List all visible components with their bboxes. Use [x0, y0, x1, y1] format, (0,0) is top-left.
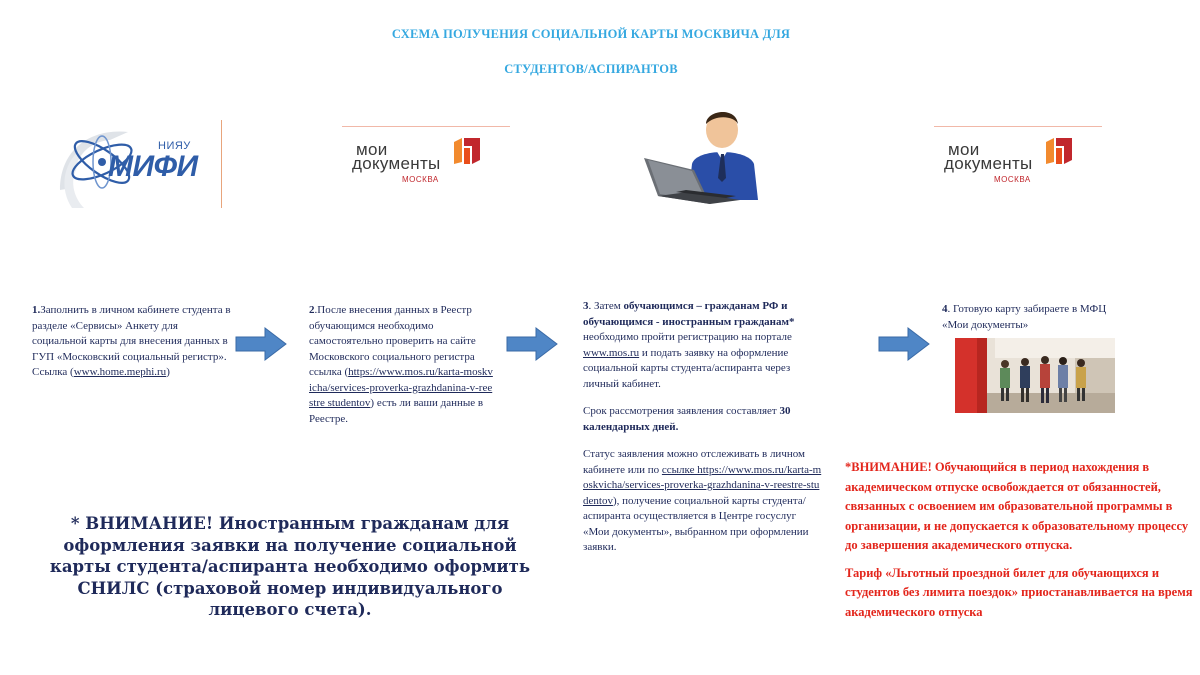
step-3-status-text: Статус заявления можно отслеживать в личном кабинете или по — [583, 448, 805, 476]
logo-divider — [221, 120, 222, 208]
logo-top-rule — [342, 126, 510, 127]
step-3-term-text: Срок рассмотрения заявления составляет — [583, 405, 780, 417]
step-3-intro: . Затем — [588, 300, 624, 312]
step-4 — [942, 302, 1112, 333]
step-3-paragraph-1 — [583, 299, 823, 392]
step-3-mosru-link[interactable]: www.mos.ru — [583, 346, 640, 359]
warning-foreign-citizens: * ВНИМАНИЕ! Иностранным гражданам для оформления заявки на получение социальной карты студента/аспиранта необходимо оформить СНИЛС (страховой номер индивидуального лицевого счета). — [49, 514, 531, 619]
step-1 — [32, 303, 232, 381]
moi-logo-city: МОСКВА — [994, 175, 1031, 184]
moi-dokumenty-mark-icon — [450, 134, 484, 168]
moi-logo-word-1: мои — [948, 140, 980, 159]
arrow-right-icon-1 — [235, 326, 287, 362]
moi-logo-city: МОСКВА — [402, 175, 439, 184]
warning-academic-leave-p1: *ВНИМАНИЕ! Обучающийся в период нахождения в академическом отпуске освобождается от обязанностей, связанных с освоением им образовательной программы в организации, и не допускается к образовательному процессу до завершения академического отпуска. — [845, 460, 1189, 552]
students-walking-image — [955, 338, 1115, 413]
step-2-link[interactable]: https://www.mos.ru/karta-moskvicha/services-proverka-grazhdanina-v-reestre studentov — [309, 366, 493, 409]
step-3-paragraph-2 — [583, 404, 823, 435]
person-with-laptop-illustration — [636, 104, 762, 214]
moi-dokumenty-logo-1 — [338, 126, 518, 198]
step-3-status-tail: ), получение социальной карты студента/аспиранта осуществляется в Центре госуслуг «Мои документы», выбранном при оформлении заявки. — [583, 494, 809, 553]
arrow-right-icon-3 — [878, 326, 930, 362]
mephi-logo-big-text: МИФИ — [108, 150, 198, 183]
logo-top-rule — [934, 126, 1102, 127]
step-1-number: 1. — [32, 304, 41, 316]
arrow-right-icon-2 — [506, 326, 558, 362]
step-3-status-link[interactable]: ссылке https://www.mos.ru/karta-moskvicha/services-proverka-grazhdanina-v-reestre-studentov — [583, 463, 822, 507]
step-4-text: . Готовую карту забираете в МФЦ «Мои документы» — [942, 303, 1107, 331]
step-2-text: .После внесения данных в Реестр обучающимся необходимо самостоятельно проверить на сайте Московского социального регистра ссылка ( — [309, 304, 476, 378]
mephi-logo-small-text: НИЯУ — [158, 140, 191, 152]
warning-academic-leave — [845, 458, 1195, 630]
step-1-tail: ) — [166, 366, 170, 378]
step-3-term-bold: 30 календарных дней. — [583, 405, 791, 433]
step-1-text: Заполнить в личном кабинете студента в разделе «Сервисы» Анкету для социальной карты для внесения данных в ГУП «Московский социальный регистр». Ссылка ( — [32, 304, 231, 378]
page-title-line-1: СХЕМА ПОЛУЧЕНИЯ СОЦИАЛЬНОЙ КАРТЫ МОСКВИЧА ДЛЯ — [391, 27, 791, 41]
step-4-number: 4 — [942, 303, 948, 315]
step-3-paragraph-3 — [583, 447, 823, 556]
step-2-tail: ) есть ли ваши данные в Реестре. — [309, 397, 484, 425]
warning-academic-leave-p2: Тариф «Льготный проездной билет для обучающихся и студентов без лимита поездок» приостанавливается на время академического отпуска — [845, 565, 1193, 619]
moi-dokumenty-mark-icon — [1042, 134, 1076, 168]
moi-logo-word-2: документы — [944, 154, 1033, 173]
step-2 — [309, 303, 494, 427]
students-photo — [955, 338, 1115, 413]
step-2-number: 2 — [309, 304, 315, 316]
mephi-logo — [50, 120, 228, 210]
person-laptop-icon — [636, 104, 762, 214]
step-3 — [583, 299, 823, 568]
page-title-line-2: СТУДЕНТОВ/АСПИРАНТОВ — [504, 62, 678, 76]
moi-dokumenty-logo-2 — [930, 126, 1110, 198]
step-3-number: 3 — [583, 300, 589, 312]
step-3-text-a: необходимо пройти регистрацию на портале — [583, 331, 792, 343]
step-3-bold: обучающимся – гражданам РФ и обучающимся - иностранным гражданам* — [583, 300, 795, 328]
step-3-text-b: и подать заявку на оформление социальной карты студента/аспиранта через личный кабинет. — [583, 346, 791, 390]
moi-logo-word-1: мои — [356, 140, 388, 159]
moi-logo-word-2: документы — [352, 154, 441, 173]
step-1-link[interactable]: www.home.mephi.ru — [73, 366, 167, 378]
